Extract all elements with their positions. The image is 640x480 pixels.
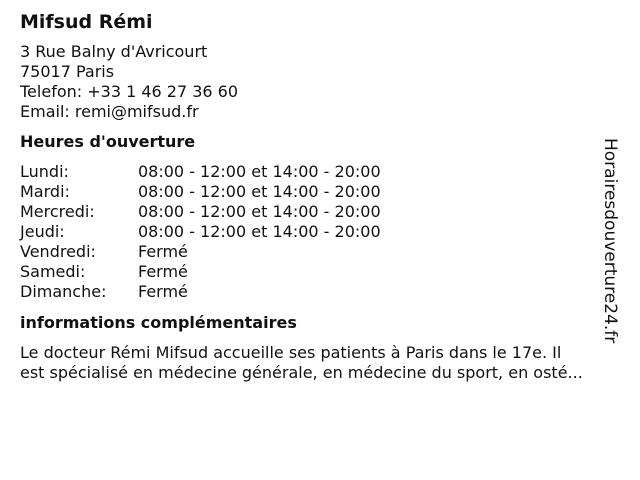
day-hours: Fermé [138, 242, 188, 261]
description-line: Le docteur Rémi Mifsud accueille ses patients à Paris dans le 17e. Il [20, 343, 562, 362]
address-city: 75017 Paris [20, 62, 115, 81]
hours-table [20, 162, 620, 302]
day-hours: Fermé [138, 282, 188, 301]
site-watermark: Horairesdouverture24.fr [600, 138, 620, 344]
day-hours: 08:00 - 12:00 et 14:00 - 20:00 [138, 222, 381, 241]
day-hours: 08:00 - 12:00 et 14:00 - 20:00 [138, 182, 381, 201]
day-label: Samedi: [20, 262, 86, 281]
phone-number: Telefon: +33 1 46 27 36 60 [20, 82, 239, 101]
listing-name: Mifsud Rémi [20, 11, 153, 33]
info-title: informations complémentaires [20, 313, 297, 332]
day-label: Lundi: [20, 162, 69, 181]
day-label: Mardi: [20, 182, 70, 201]
info-description [20, 343, 632, 383]
day-hours: Fermé [138, 262, 188, 281]
description-line: est spécialisé en médecine générale, en médecine du sport, en osté... [20, 363, 583, 382]
hours-row-sunday [20, 282, 620, 302]
day-label: Vendredi: [20, 242, 96, 261]
day-hours: 08:00 - 12:00 et 14:00 - 20:00 [138, 162, 381, 181]
day-hours: 08:00 - 12:00 et 14:00 - 20:00 [138, 202, 381, 221]
hours-row-wednesday [20, 202, 620, 222]
listing-card [20, 10, 620, 383]
address-street: 3 Rue Balny d'Avricourt [20, 42, 208, 61]
hours-row-monday [20, 162, 620, 182]
hours-row-tuesday [20, 182, 620, 202]
hours-row-thursday [20, 222, 620, 242]
day-label: Mercredi: [20, 202, 95, 221]
day-label: Dimanche: [20, 282, 107, 301]
email-address: Email: remi@mifsud.fr [20, 102, 199, 121]
hours-row-saturday [20, 262, 620, 282]
hours-row-friday [20, 242, 620, 262]
hours-title: Heures d'ouverture [20, 132, 196, 151]
day-label: Jeudi: [20, 222, 65, 241]
